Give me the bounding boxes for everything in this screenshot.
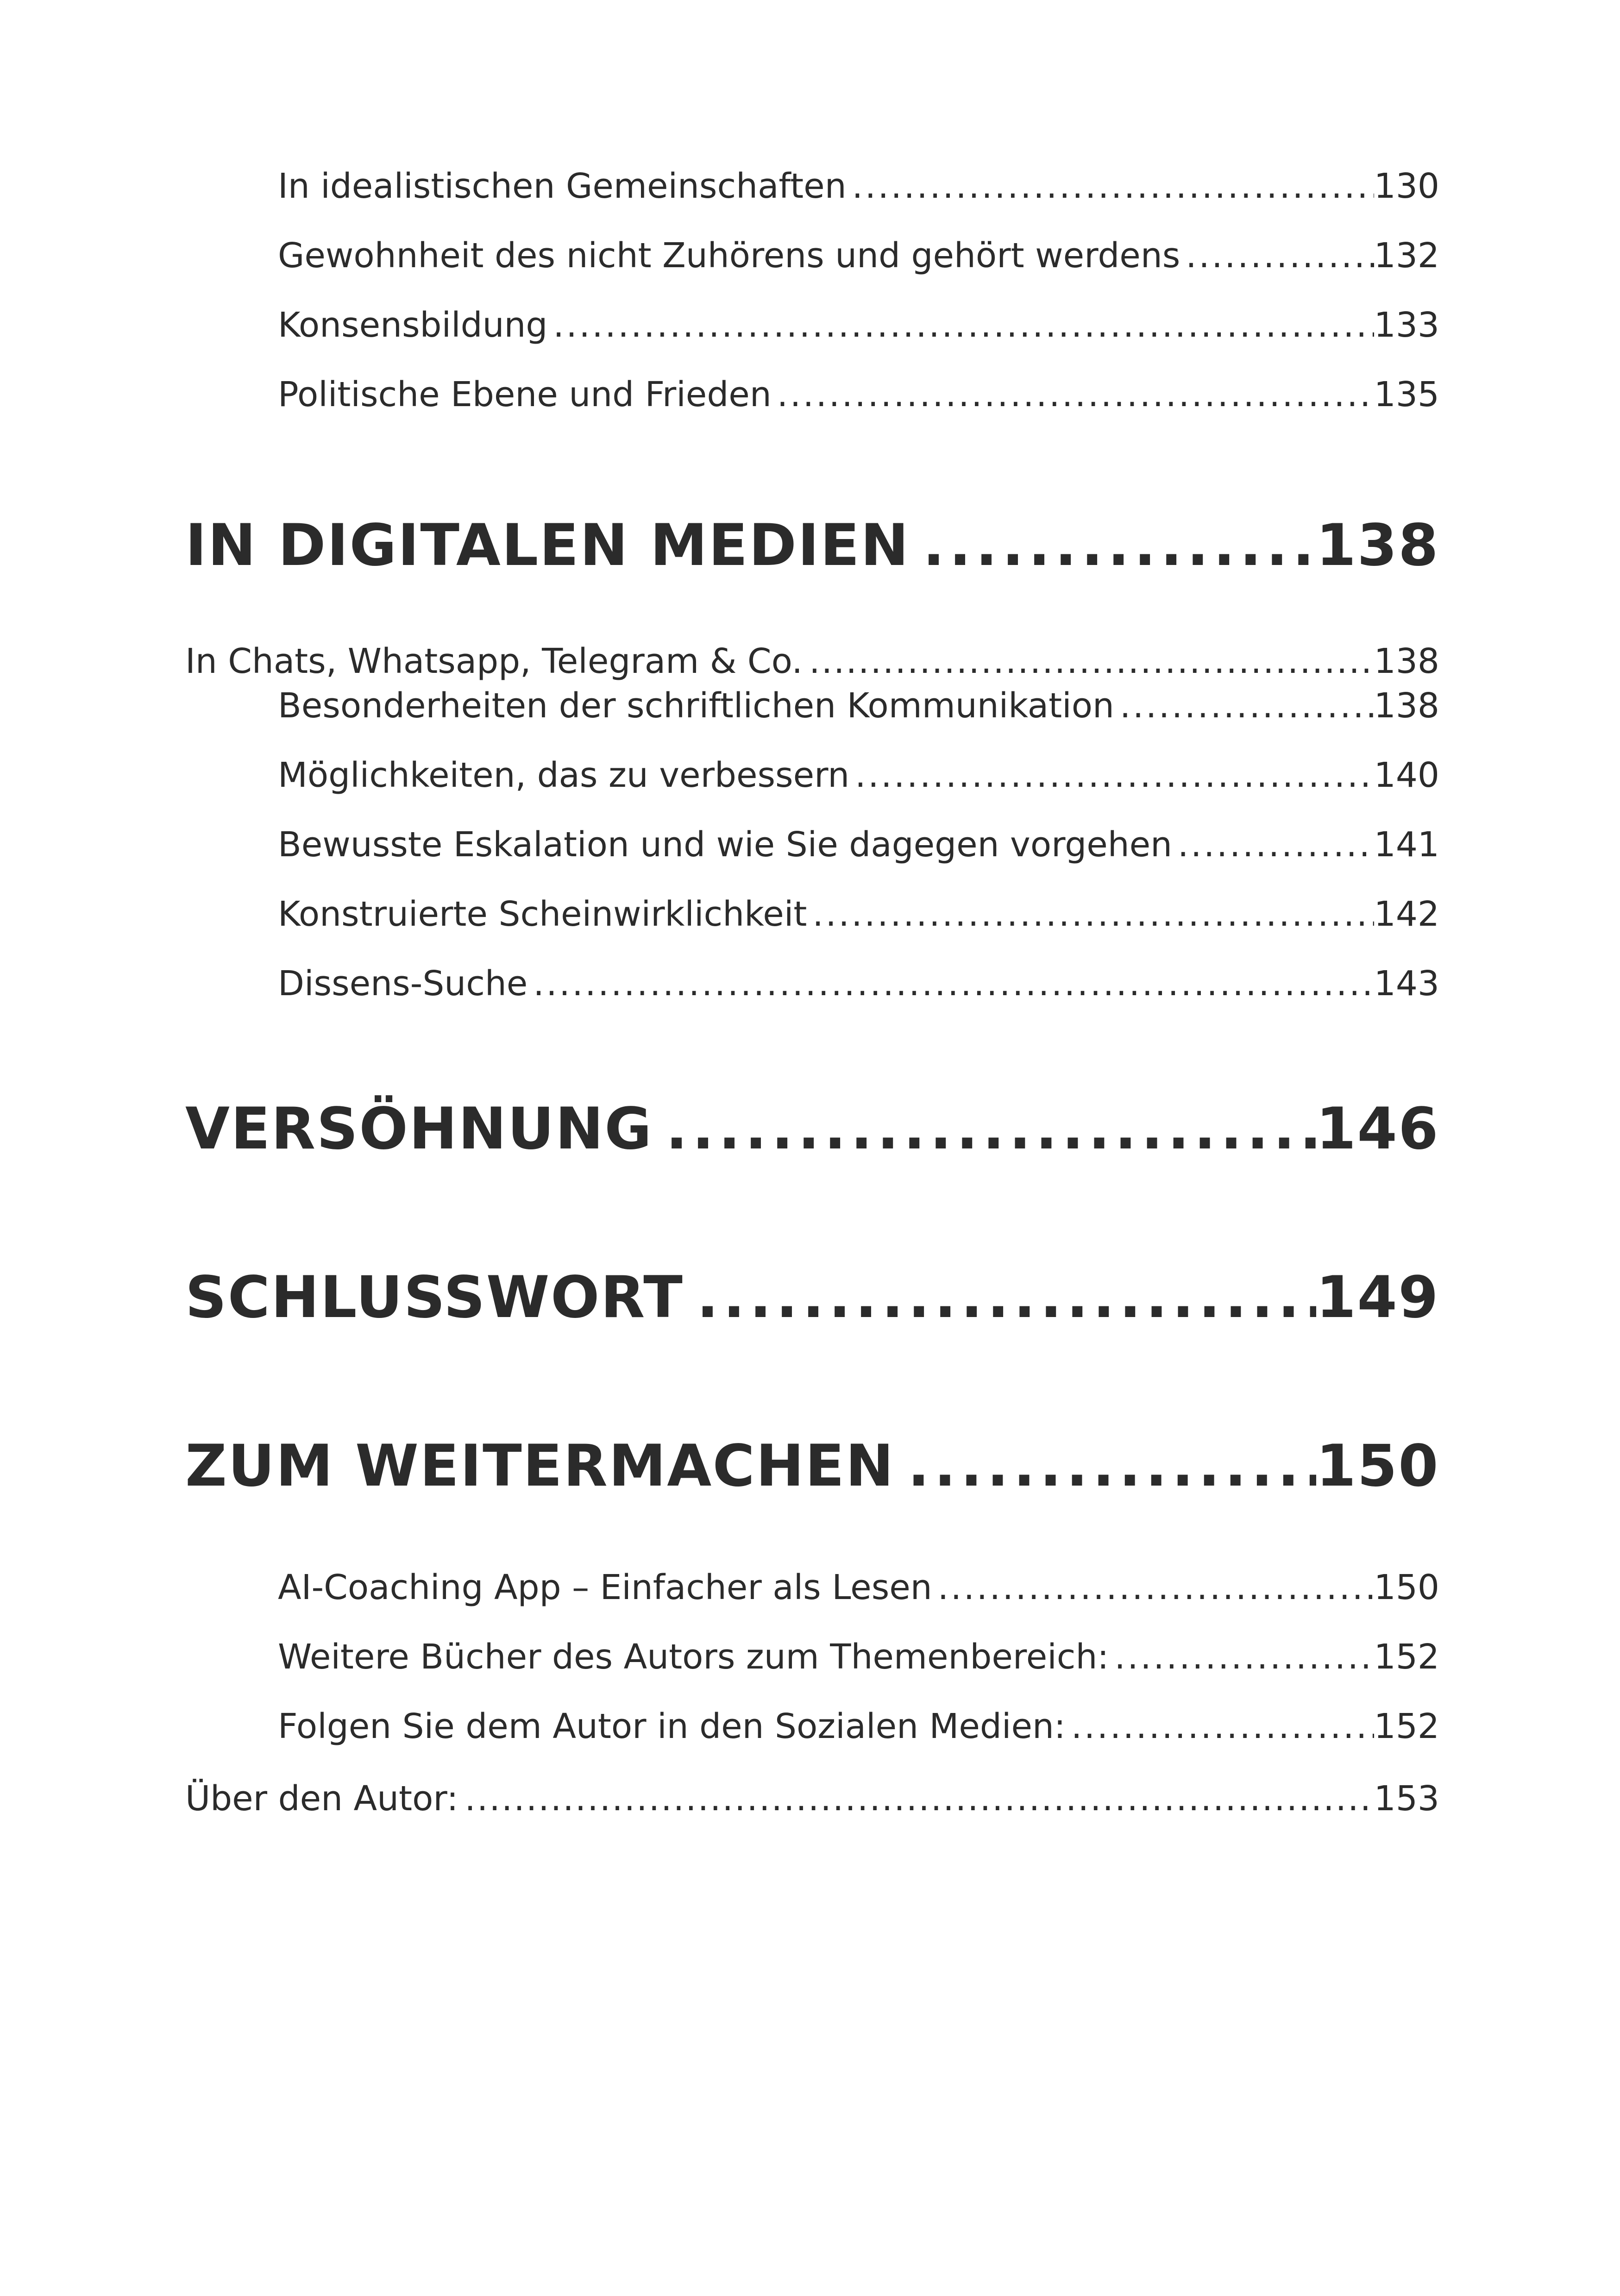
dot-leader: [547, 302, 1374, 348]
section-page: 138: [1374, 641, 1439, 681]
toc-entry[interactable]: [278, 302, 1439, 348]
toc-entry[interactable]: [278, 163, 1439, 209]
toc-entry-title: In idealistischen Gemeinschaften: [278, 166, 847, 206]
dot-leader: [684, 1261, 1316, 1335]
dot-leader: [653, 1092, 1316, 1166]
toc-chapter-versoehnung[interactable]: [185, 1092, 1439, 1166]
toc-entry-page: 141: [1374, 825, 1439, 865]
dot-leader: [932, 1564, 1374, 1611]
chapter-page: 146: [1316, 1096, 1439, 1162]
toc-entry-page: 130: [1374, 166, 1439, 206]
dot-leader: [1066, 1703, 1374, 1750]
toc-chapter-digital-media[interactable]: [185, 508, 1439, 583]
toc-entry[interactable]: [278, 232, 1439, 279]
toc-entry-title: Besonderheiten der schriftlichen Kommunikation: [278, 686, 1114, 726]
toc-entry-title: Dissens-Suche: [278, 964, 528, 1004]
chapter-title: SCHLUSSWORT: [185, 1264, 684, 1331]
toc-entry[interactable]: [278, 822, 1439, 868]
dot-leader: [1172, 822, 1374, 868]
toc-entry-title: Weitere Bücher des Autors zum Themenbereich:: [278, 1637, 1109, 1677]
section-title: Über den Autor:: [185, 1779, 458, 1819]
toc-entry-page: 152: [1374, 1637, 1439, 1677]
toc-entry[interactable]: [278, 683, 1439, 729]
toc-entry-title: Politische Ebene und Frieden: [278, 375, 772, 414]
toc-entry-title: Möglichkeiten, das zu verbessern: [278, 755, 850, 795]
chapter-page: 149: [1316, 1264, 1439, 1331]
toc-entry-page: 150: [1374, 1568, 1439, 1607]
toc-chapter-schlusswort[interactable]: [185, 1261, 1439, 1335]
toc-entry[interactable]: [278, 960, 1439, 1007]
dot-leader: [1180, 232, 1374, 279]
toc-entry-title: Konsensbildung: [278, 305, 548, 345]
toc-section[interactable]: [185, 638, 1439, 684]
toc-entry[interactable]: [278, 1634, 1439, 1680]
dot-leader: [458, 1775, 1373, 1822]
dot-leader: [807, 891, 1374, 937]
toc-entry-page: 152: [1374, 1706, 1439, 1746]
chapter-title: VERSÖHNUNG: [185, 1096, 653, 1162]
chapter-title: ZUM WEITERMACHEN: [185, 1433, 895, 1499]
toc-entry-page: 138: [1374, 686, 1439, 726]
chapter-title: IN DIGITALEN MEDIEN: [185, 512, 910, 579]
chapter-page: 138: [1316, 512, 1439, 579]
toc-entry-page: 132: [1374, 236, 1439, 276]
toc-entry-title: Konstruierte Scheinwirklichkeit: [278, 894, 807, 934]
dot-leader: [527, 960, 1374, 1007]
dot-leader: [1114, 683, 1374, 729]
toc-entry-page: 143: [1374, 964, 1439, 1004]
toc-entry[interactable]: [278, 752, 1439, 798]
toc-entry-page: 142: [1374, 894, 1439, 934]
toc-entry[interactable]: [278, 1564, 1439, 1611]
toc-entry-page: 135: [1374, 375, 1439, 414]
dot-leader: [910, 508, 1316, 583]
dot-leader: [1109, 1634, 1374, 1680]
toc-entry[interactable]: [278, 1703, 1439, 1750]
toc-entry-page: 133: [1374, 305, 1439, 345]
toc-chapter-weitermachen[interactable]: [185, 1429, 1439, 1503]
dot-leader: [772, 371, 1374, 418]
dot-leader: [849, 752, 1374, 798]
dot-leader: [847, 163, 1374, 209]
dot-leader: [803, 638, 1373, 684]
toc-entry-title: Gewohnheit des nicht Zuhörens und gehört werdens: [278, 236, 1180, 276]
toc-section[interactable]: [185, 1775, 1439, 1822]
toc-entry-title: Folgen Sie dem Autor in den Sozialen Medien:: [278, 1706, 1066, 1746]
section-title: In Chats, Whatsapp, Telegram & Co.: [185, 641, 803, 681]
toc-entry-title: Bewusste Eskalation und wie Sie dagegen vorgehen: [278, 825, 1173, 865]
dot-leader: [895, 1429, 1316, 1503]
toc-entry[interactable]: [278, 371, 1439, 418]
chapter-page: 150: [1316, 1433, 1439, 1499]
toc-entry[interactable]: [278, 891, 1439, 937]
section-page: 153: [1374, 1779, 1439, 1819]
toc-entry-page: 140: [1374, 755, 1439, 795]
toc-entry-title: AI-Coaching App – Einfacher als Lesen: [278, 1568, 932, 1607]
